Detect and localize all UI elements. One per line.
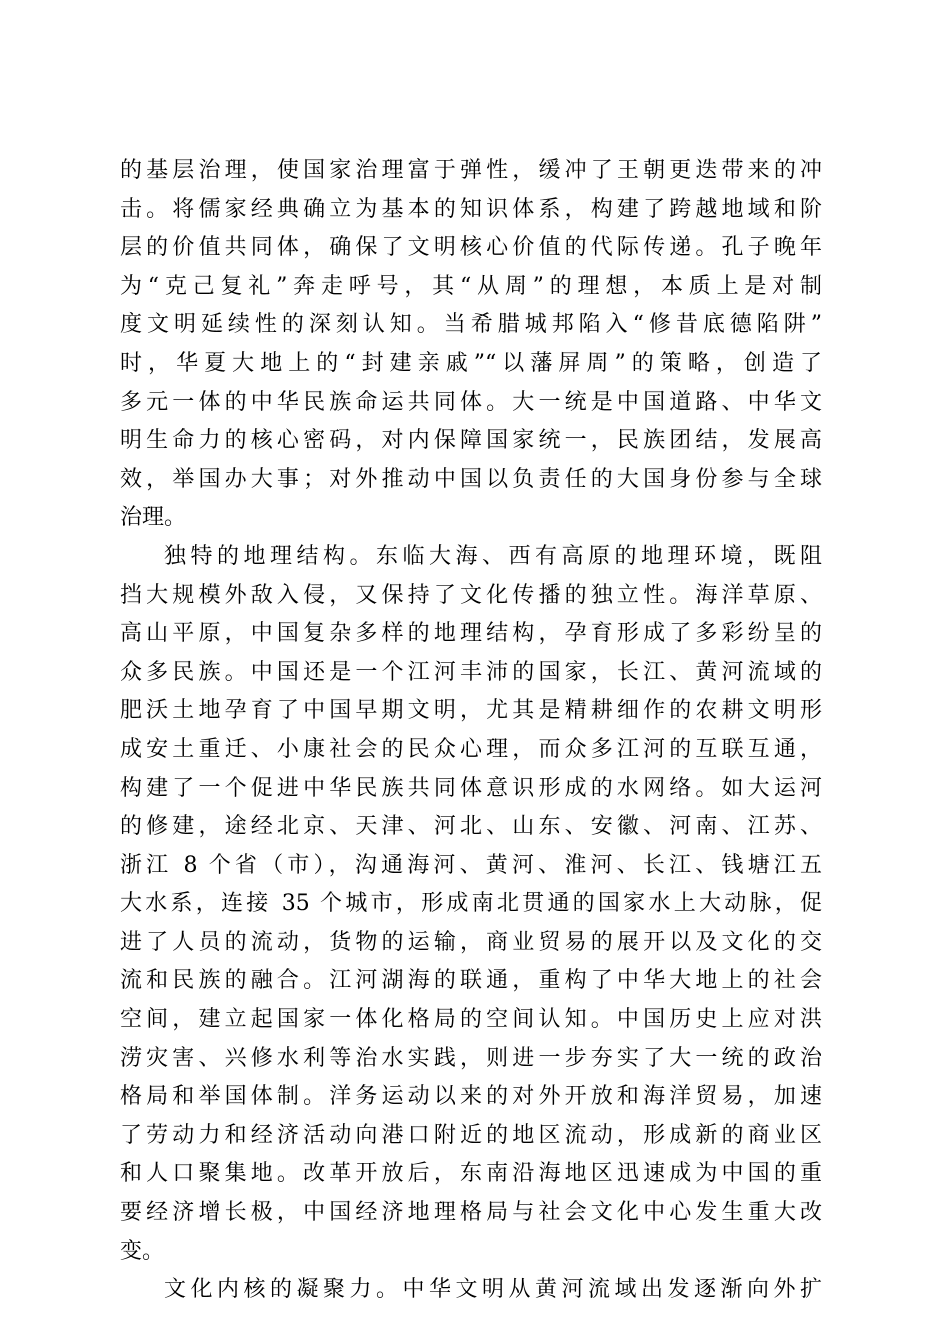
text-line: 挡大规模外敌入侵，又保持了文化传播的独立性。海洋草原、: [120, 582, 822, 608]
text-line: 层的价值共同体，确保了文明核心价值的代际传递。孔子晚年: [120, 235, 822, 261]
text-line: 空间，建立起国家一体化格局的空间认知。中国历史上应对洪: [120, 1007, 822, 1033]
text-line: 肥沃土地孕育了中国早期文明，尤其是精耕细作的农耕文明形: [120, 698, 822, 724]
text-line: 大水系，连接 35 个城市，形成南北贯通的国家水上大动脉，促: [120, 891, 822, 917]
text-line: 要经济增长极，中国经济地理格局与社会文化中心发生重大改: [120, 1200, 822, 1226]
text-line: 击。将儒家经典确立为基本的知识体系，构建了跨越地域和阶: [120, 196, 822, 222]
text-line: 了劳动力和经济活动向港口附近的地区流动，形成新的商业区: [120, 1122, 822, 1148]
text-line: 变。: [120, 1238, 165, 1264]
text-line: 众多民族。中国还是一个江河丰沛的国家，长江、黄河流域的: [120, 659, 822, 685]
text-line: 时，华夏大地上的“封建亲戚”“以藩屏周”的策略，创造了: [120, 350, 822, 376]
text-line: 治理。: [120, 505, 187, 531]
text-line: 多元一体的中华民族命运共同体。大一统是中国道路、中华文: [120, 389, 822, 415]
text-line: 明生命力的核心密码，对内保障国家统一，民族团结，发展高: [120, 428, 822, 454]
text-line: 度文明延续性的深刻认知。当希腊城邦陷入“修昔底德陷阱”: [120, 312, 822, 338]
text-line: 流和民族的融合。江河湖海的联通，重构了中华大地上的社会: [120, 968, 822, 994]
text-line: 的基层治理，使国家治理富于弹性，缓冲了王朝更迭带来的冲: [120, 158, 822, 183]
text-line: 和人口聚集地。改革开放后，东南沿海地区迅速成为中国的重: [120, 1161, 822, 1187]
text-line: 进了人员的流动，货物的运输，商业贸易的展开以及文化的交: [120, 929, 822, 955]
text-line: 构建了一个促进中华民族共同体意识形成的水网络。如大运河: [120, 775, 822, 801]
body-text: [120, 152, 822, 1310]
text-line: 为“克己复礼”奔走呼号，其“从周”的理想，本质上是对制: [120, 273, 822, 299]
paragraph-heading-line: 独特的地理结构。东临大海、西有高原的地理环境，既阻: [164, 543, 822, 569]
paragraph-heading-line: 文化内核的凝聚力。中华文明从黄河流域出发逐渐向外扩: [164, 1277, 822, 1303]
text-line: 的修建，途经北京、天津、河北、山东、安徽、河南、江苏、: [120, 814, 822, 840]
text-line: 高山平原，中国复杂多样的地理结构，孕育形成了多彩纷呈的: [120, 621, 822, 647]
text-line: 格局和举国体制。洋务运动以来的对外开放和海洋贸易，加速: [120, 1084, 822, 1110]
text-line: 效，举国办大事；对外推动中国以负责任的大国身份参与全球: [120, 466, 822, 492]
text-line: 浙江 8 个省（市），沟通海河、黄河、淮河、长江、钱塘江五: [120, 852, 822, 878]
text-line: 成安土重迁、小康社会的民众心理，而众多江河的互联互通，: [120, 736, 822, 762]
text-line: 涝灾害、兴修水利等治水实践，则进一步夯实了大一统的政治: [120, 1045, 822, 1071]
